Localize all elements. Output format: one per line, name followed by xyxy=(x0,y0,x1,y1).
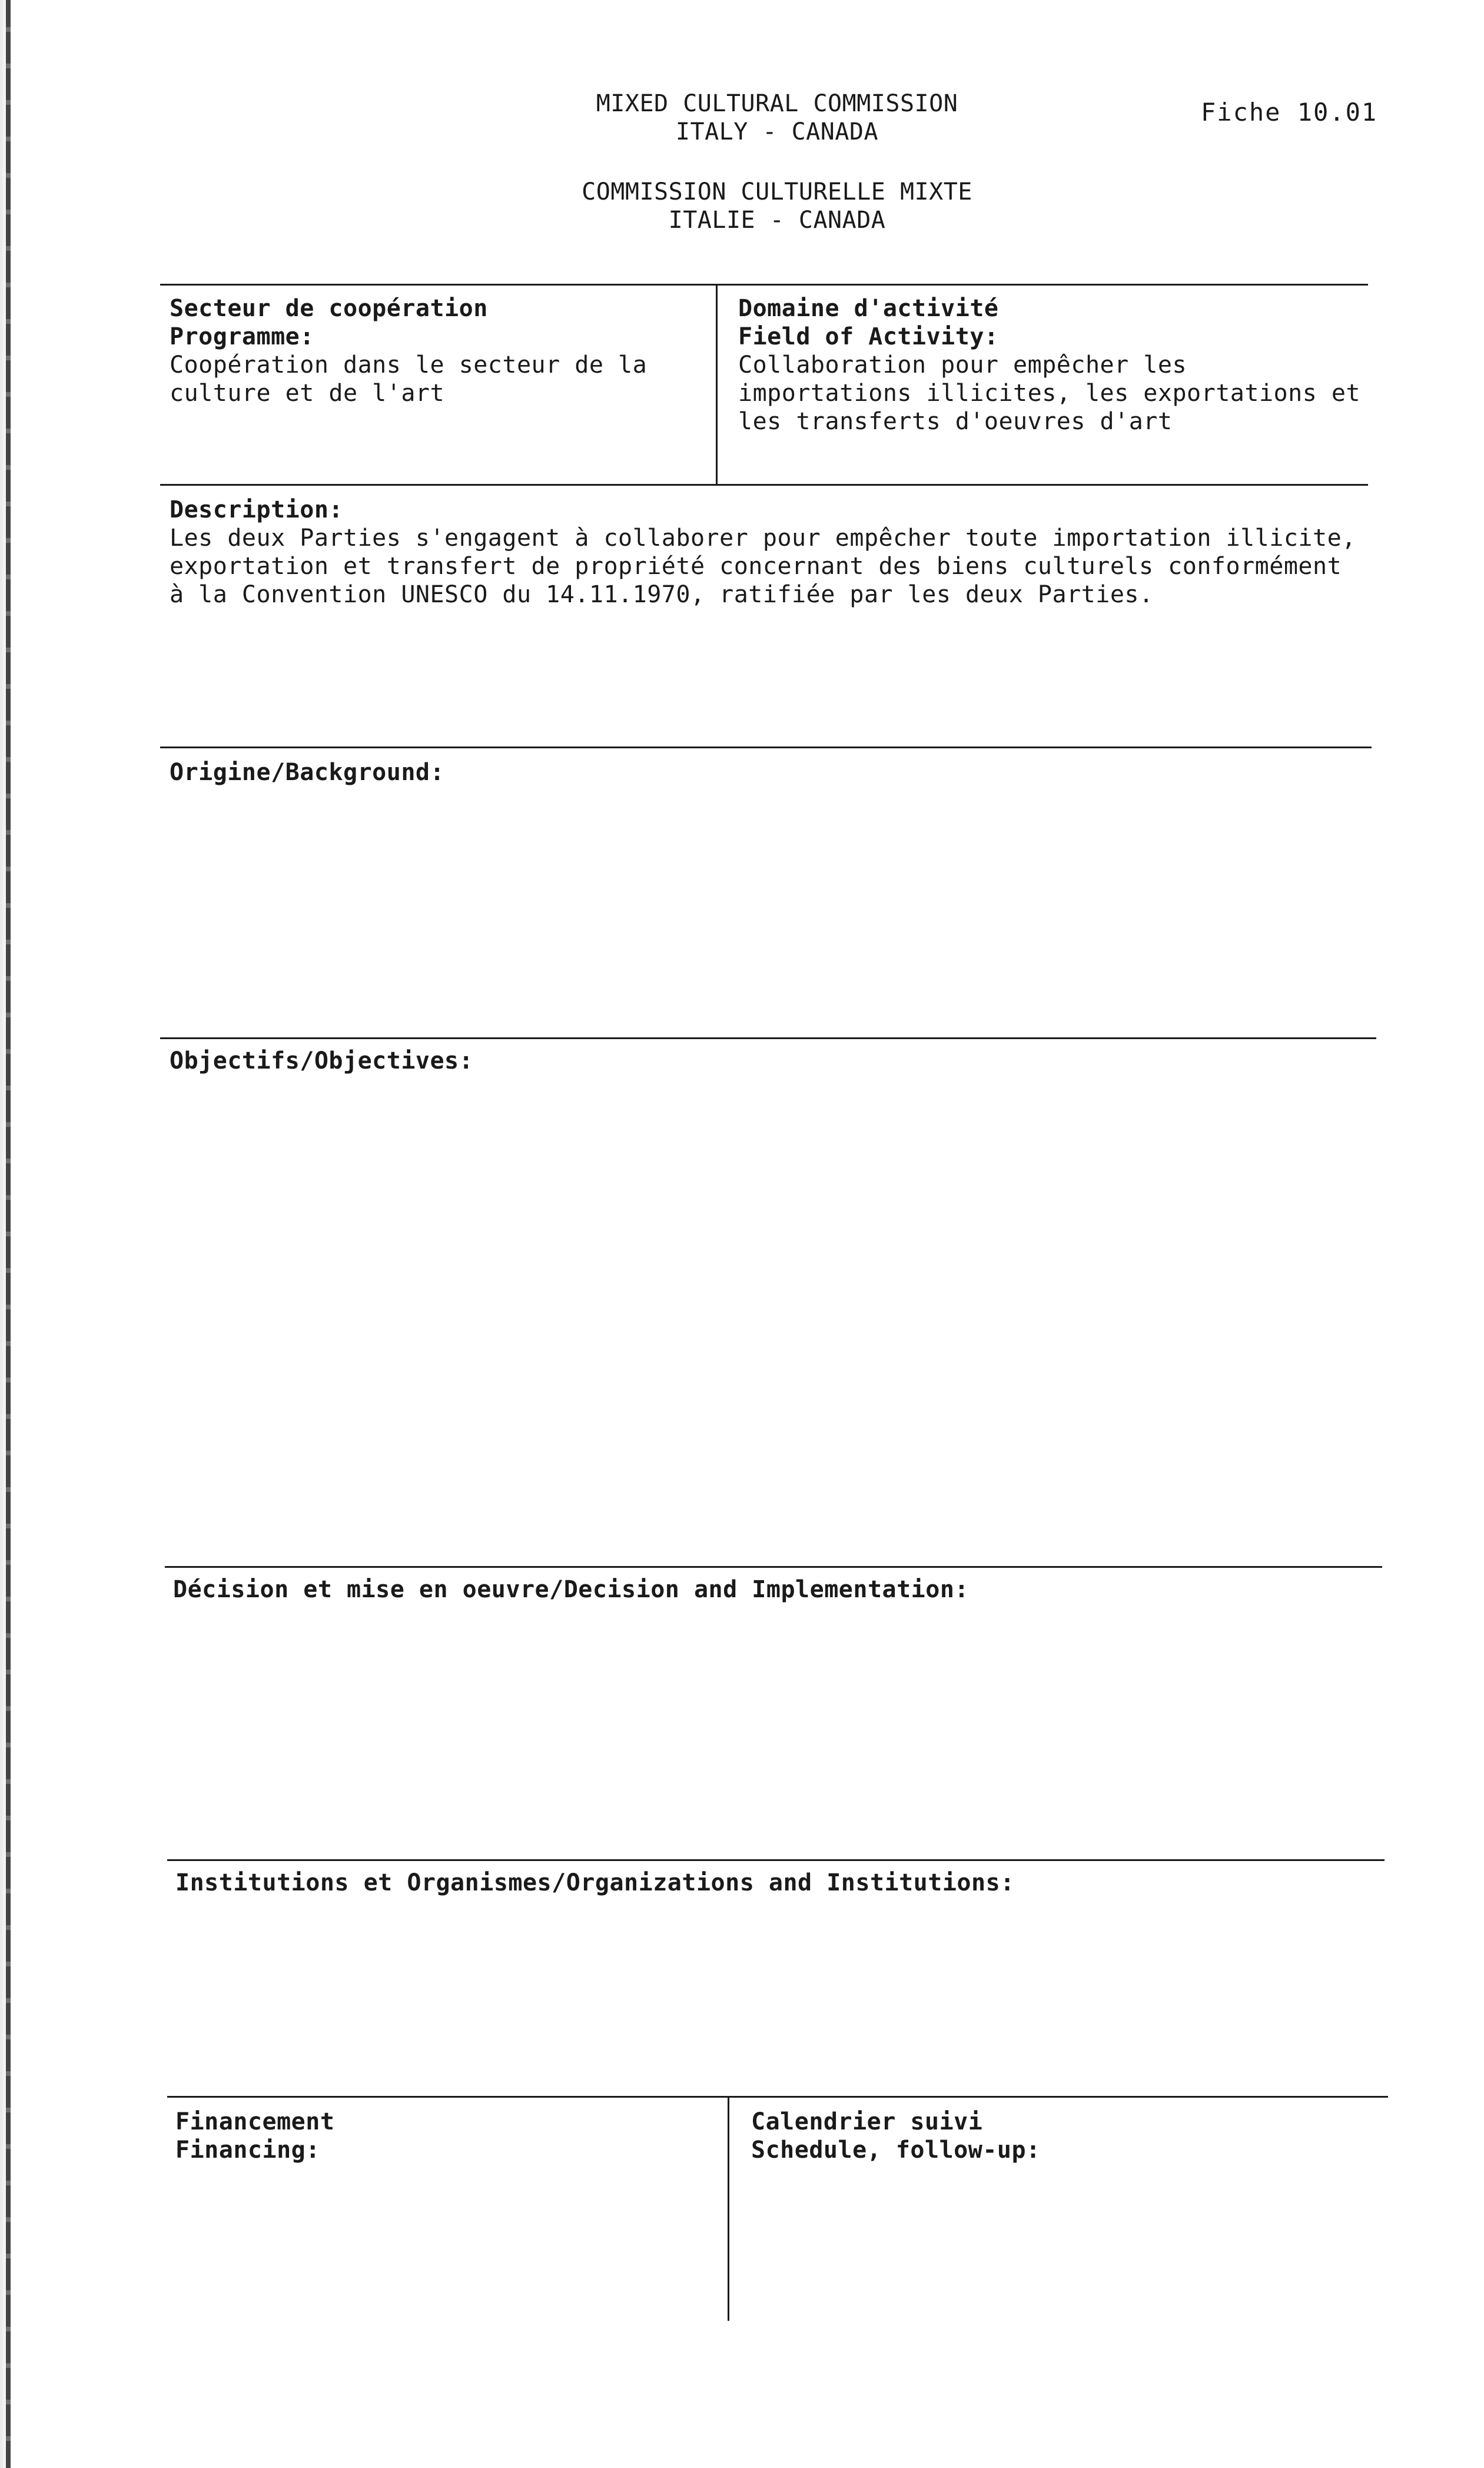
rule-divider-top xyxy=(716,284,718,485)
sector-label-line1: Secteur de coopération xyxy=(170,295,488,322)
description-line3: à la Convention UNESCO du 14.11.1970, ratifiée par les deux Parties. xyxy=(170,581,1154,608)
sector-value-line2: culture et de l'art xyxy=(170,380,445,407)
institutions-label: Institutions et Organismes/Organizations and Institutions: xyxy=(175,1869,1015,1896)
field-value-line1: Collaboration pour empêcher les xyxy=(738,351,1187,379)
rule-decision xyxy=(165,1566,1382,1568)
rule-objectifs xyxy=(160,1037,1376,1039)
field-value-line2: importations illicites, les exportations et xyxy=(738,380,1361,407)
financing-label-line1: Financement xyxy=(175,2108,335,2135)
sector-label-line2: Programme: xyxy=(170,323,314,350)
financing-label-line2: Financing: xyxy=(175,2137,320,2164)
title-fr-line2: ITALIE - CANADA xyxy=(668,207,886,234)
description-line1: Les deux Parties s'engagent à collaborer pour empêcher toute importation illicite, xyxy=(170,525,1356,552)
schedule-label-line1: Calendrier suivi xyxy=(751,2108,983,2135)
sector-value-line1: Coopération dans le secteur de la xyxy=(170,351,648,379)
title-en-line2: ITALY - CANADA xyxy=(675,118,879,145)
rule-institutions xyxy=(167,1859,1385,1861)
title-fr-line1: COMMISSION CULTURELLE MIXTE xyxy=(582,178,972,205)
origine-label: Origine/Background: xyxy=(170,759,445,786)
description-label: Description: xyxy=(170,496,343,523)
rule-financing xyxy=(167,2096,1388,2098)
rule-divider-bottom xyxy=(728,2096,729,2321)
description-line2: exportation et transfert de propriété concernant des biens culturels conformément xyxy=(170,553,1342,580)
schedule-label-line2: Schedule, follow-up: xyxy=(751,2137,1041,2164)
objectifs-label: Objectifs/Objectives: xyxy=(170,1047,474,1074)
decision-label: Décision et mise en oeuvre/Decision and Implementation: xyxy=(173,1576,970,1603)
binding-strip xyxy=(6,0,11,2468)
title-en-line1: MIXED CULTURAL COMMISSION xyxy=(596,90,958,117)
field-label-line2: Field of Activity: xyxy=(738,323,999,350)
rule-top xyxy=(160,284,1368,286)
fiche-number: Fiche 10.01 xyxy=(1201,98,1378,127)
rule-after-top-box xyxy=(160,484,1368,486)
field-value-line3: les transferts d'oeuvres d'art xyxy=(738,408,1173,435)
field-label-line1: Domaine d'activité xyxy=(738,295,999,322)
rule-origine xyxy=(160,747,1372,748)
